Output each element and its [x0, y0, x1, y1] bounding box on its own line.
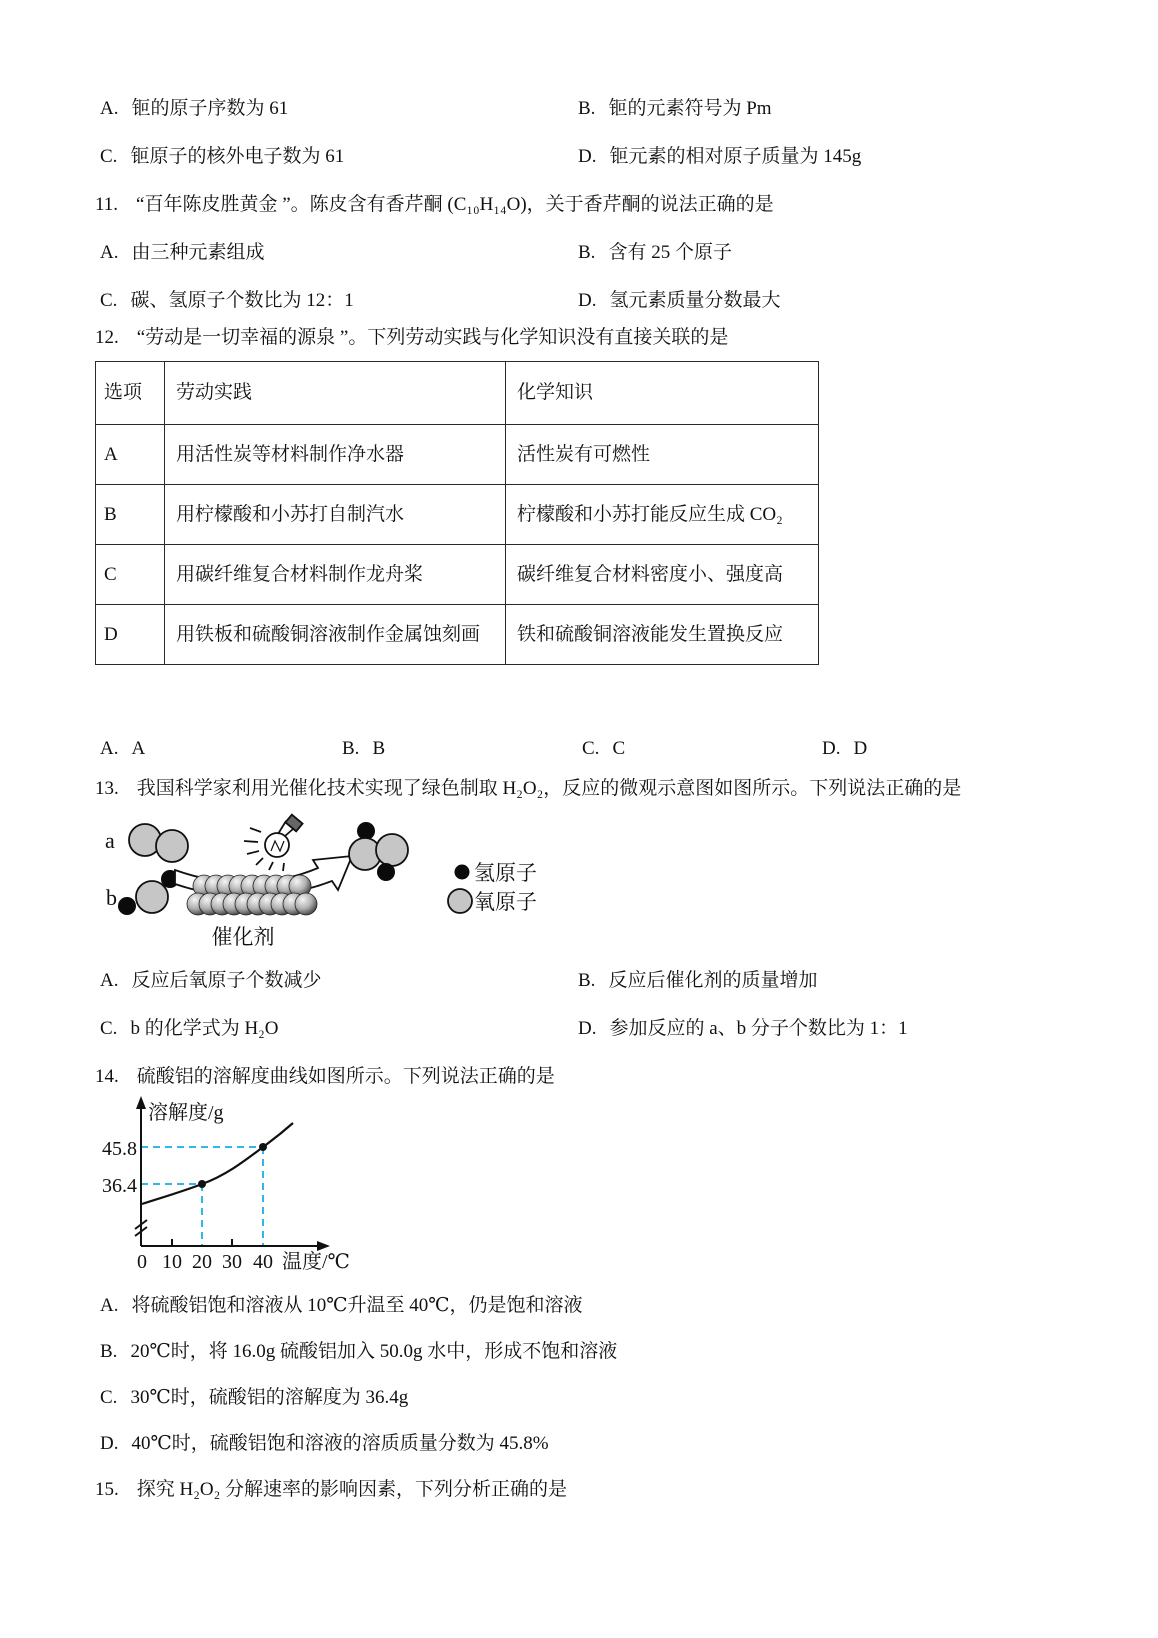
- x-axis-title: 温度/℃: [282, 1251, 350, 1273]
- option-letter: B.: [342, 738, 360, 759]
- q14-option-a: [100, 1293, 583, 1319]
- header-practice: 劳动实践: [165, 362, 506, 425]
- option-letter: A.: [100, 98, 119, 119]
- y-axis-title: 溶解度/g: [148, 1102, 224, 1124]
- hydrogen-atom-icon: [455, 865, 470, 880]
- question-number: 15.: [95, 1479, 119, 1500]
- option-letter: D.: [578, 146, 597, 167]
- q11-option-b: [578, 240, 732, 266]
- oxygen-molecule: [129, 824, 188, 862]
- q11-stem: [95, 192, 774, 218]
- option-text: 参加反应的 a、b 分子个数比为 1：1: [609, 1018, 908, 1039]
- table-row: [96, 545, 819, 605]
- option-text: 反应后氧原子个数减少: [131, 970, 322, 991]
- question-text: “劳动是一切幸福的源泉 ”。下列劳动实践与化学知识没有直接关联的是: [136, 327, 729, 348]
- x-axis-arrow: [317, 1241, 330, 1251]
- option-text: A: [131, 738, 146, 759]
- point-40c: [259, 1143, 267, 1151]
- hydrogen-peroxide-molecule: [349, 822, 408, 881]
- option-text: 30℃时，硫酸铝的溶解度为 36.4g: [130, 1387, 409, 1408]
- cell-knowledge: 柠檬酸和小苏打能反应生成 CO₂: [506, 485, 819, 545]
- table-row: [96, 485, 819, 545]
- option-letter: A.: [100, 242, 119, 263]
- q10-option-a: [100, 96, 288, 122]
- option-letter: C.: [582, 738, 600, 759]
- q12-stem: [95, 325, 728, 351]
- q12-table: [95, 361, 819, 665]
- header-knowledge: 化学知识: [506, 362, 819, 425]
- point-20c: [198, 1180, 206, 1188]
- q13-option-d: [578, 1016, 908, 1042]
- option-text: 反应后催化剂的质量增加: [608, 970, 818, 991]
- q12-answer-a: [100, 736, 145, 762]
- oxygen-atom-icon: [448, 889, 472, 913]
- q13-option-c: [100, 1016, 279, 1042]
- question-number: 12.: [95, 327, 119, 348]
- cell-option: A: [96, 425, 165, 485]
- header-option: 选项: [96, 362, 165, 425]
- option-text: C: [612, 738, 626, 759]
- cell-practice: 用碳纤维复合材料制作龙舟桨: [165, 545, 506, 605]
- x-tick-20: 20: [192, 1251, 212, 1273]
- q11-option-c: [100, 288, 354, 314]
- cell-knowledge: 碳纤维复合材料密度小、强度高: [506, 545, 819, 605]
- legend-hydrogen-label: 氢原子: [474, 861, 537, 885]
- option-text: 碳、氢原子个数比为 12：1: [130, 290, 354, 311]
- y-tick-36-4: 36.4: [102, 1175, 137, 1197]
- q13-option-b: [578, 968, 817, 994]
- option-letter: D.: [100, 1433, 119, 1454]
- option-letter: B.: [578, 242, 596, 263]
- option-letter: D.: [822, 738, 841, 759]
- molecule-b-label: b: [106, 885, 117, 910]
- question-text: 探究 H₂O₂ 分解速率的影响因素，下列分析正确的是: [136, 1479, 567, 1500]
- legend-oxygen-label: 氧原子: [474, 890, 537, 914]
- q11-option-a: [100, 240, 265, 266]
- q14-solubility-chart: [95, 1095, 375, 1280]
- table-row: [96, 425, 819, 485]
- y-tick-45-8: 45.8: [102, 1138, 137, 1160]
- option-letter: A.: [100, 1295, 119, 1316]
- solubility-curve: [142, 1123, 293, 1204]
- option-letter: B.: [100, 1341, 118, 1362]
- question-number: 14.: [95, 1066, 119, 1087]
- cell-practice: 用铁板和硫酸铜溶液制作金属蚀刻画: [165, 605, 506, 665]
- option-text: 由三种元素组成: [131, 242, 265, 263]
- option-letter: C.: [100, 290, 118, 311]
- option-text: 40℃时，硫酸铝饱和溶液的溶质质量分数为 45.8%: [131, 1433, 549, 1454]
- x-tick-0: 0: [137, 1251, 147, 1273]
- option-letter: D.: [578, 290, 597, 311]
- light-bulb-icon: [244, 815, 303, 871]
- q14-stem: [95, 1064, 555, 1090]
- q14-option-d: [100, 1431, 549, 1457]
- option-letter: B.: [578, 970, 596, 991]
- option-letter: C.: [100, 1018, 118, 1039]
- catalyst-spheres: [187, 875, 317, 915]
- cell-option: D: [96, 605, 165, 665]
- q10-option-c: [100, 144, 344, 170]
- option-text: B: [372, 738, 386, 759]
- q11-option-d: [578, 288, 781, 314]
- q10-option-d: [578, 144, 861, 170]
- question-number: 11.: [95, 194, 119, 215]
- q12-answer-c: [582, 736, 625, 762]
- option-text: 钷原子的核外电子数为 61: [130, 146, 345, 167]
- cell-option: B: [96, 485, 165, 545]
- question-number: 13.: [95, 778, 119, 799]
- table-row: [96, 605, 819, 665]
- cell-option: C: [96, 545, 165, 605]
- x-tick-10: 10: [162, 1251, 182, 1273]
- water-molecule: [118, 870, 179, 915]
- option-text: 氢元素质量分数最大: [609, 290, 781, 311]
- q12-answer-b: [342, 736, 385, 762]
- option-letter: C.: [100, 146, 118, 167]
- q10-option-b: [578, 96, 772, 122]
- q13-stem: [95, 776, 961, 802]
- q13-option-a: [100, 968, 322, 994]
- option-text: 将硫酸铝饱和溶液从 10℃升温至 40℃，仍是饱和溶液: [131, 1295, 583, 1316]
- cell-knowledge: 铁和硫酸铜溶液能发生置换反应: [506, 605, 819, 665]
- question-text: 我国科学家利用光催化技术实现了绿色制取 H₂O₂，反应的微观示意图如图所示。下列说法正确的是: [136, 778, 962, 799]
- diagram-legend: [448, 861, 537, 914]
- option-letter: A.: [100, 738, 119, 759]
- cell-practice: 用柠檬酸和小苏打自制汽水: [165, 485, 506, 545]
- option-text: 钷的元素符号为 Pm: [608, 98, 772, 119]
- molecule-a-label: a: [105, 828, 115, 853]
- x-tick-40: 40: [253, 1251, 273, 1273]
- q14-option-c: [100, 1385, 408, 1411]
- q13-reaction-diagram: [90, 812, 570, 952]
- axes: [141, 1105, 321, 1246]
- option-letter: B.: [578, 98, 596, 119]
- option-text: 钷的原子序数为 61: [131, 98, 289, 119]
- y-axis-arrow: [136, 1096, 146, 1109]
- cell-knowledge: 活性炭有可燃性: [506, 425, 819, 485]
- catalyst-label: 催化剂: [211, 925, 275, 949]
- q15-stem: [95, 1477, 567, 1503]
- option-text: D: [853, 738, 868, 759]
- option-text: b 的化学式为 H₂O: [130, 1018, 279, 1039]
- option-text: 钷元素的相对原子质量为 145g: [609, 146, 862, 167]
- option-text: 含有 25 个原子: [608, 242, 732, 263]
- option-text: 20℃时，将 16.0g 硫酸铝加入 50.0g 水中，形成不饱和溶液: [130, 1341, 618, 1362]
- option-letter: A.: [100, 970, 119, 991]
- q14-option-b: [100, 1339, 617, 1365]
- option-letter: C.: [100, 1387, 118, 1408]
- x-tick-30: 30: [222, 1251, 242, 1273]
- q12-answer-d: [822, 736, 867, 762]
- table-header-row: [96, 362, 819, 425]
- option-letter: D.: [578, 1018, 597, 1039]
- cell-practice: 用活性炭等材料制作净水器: [165, 425, 506, 485]
- question-text: 硫酸铝的溶解度曲线如图所示。下列说法正确的是: [136, 1066, 555, 1087]
- question-text: “百年陈皮胜黄金 ”。陈皮含有香芹酮 (C₁₀H₁₄O)，关于香芹酮的说法正确的是: [136, 194, 774, 215]
